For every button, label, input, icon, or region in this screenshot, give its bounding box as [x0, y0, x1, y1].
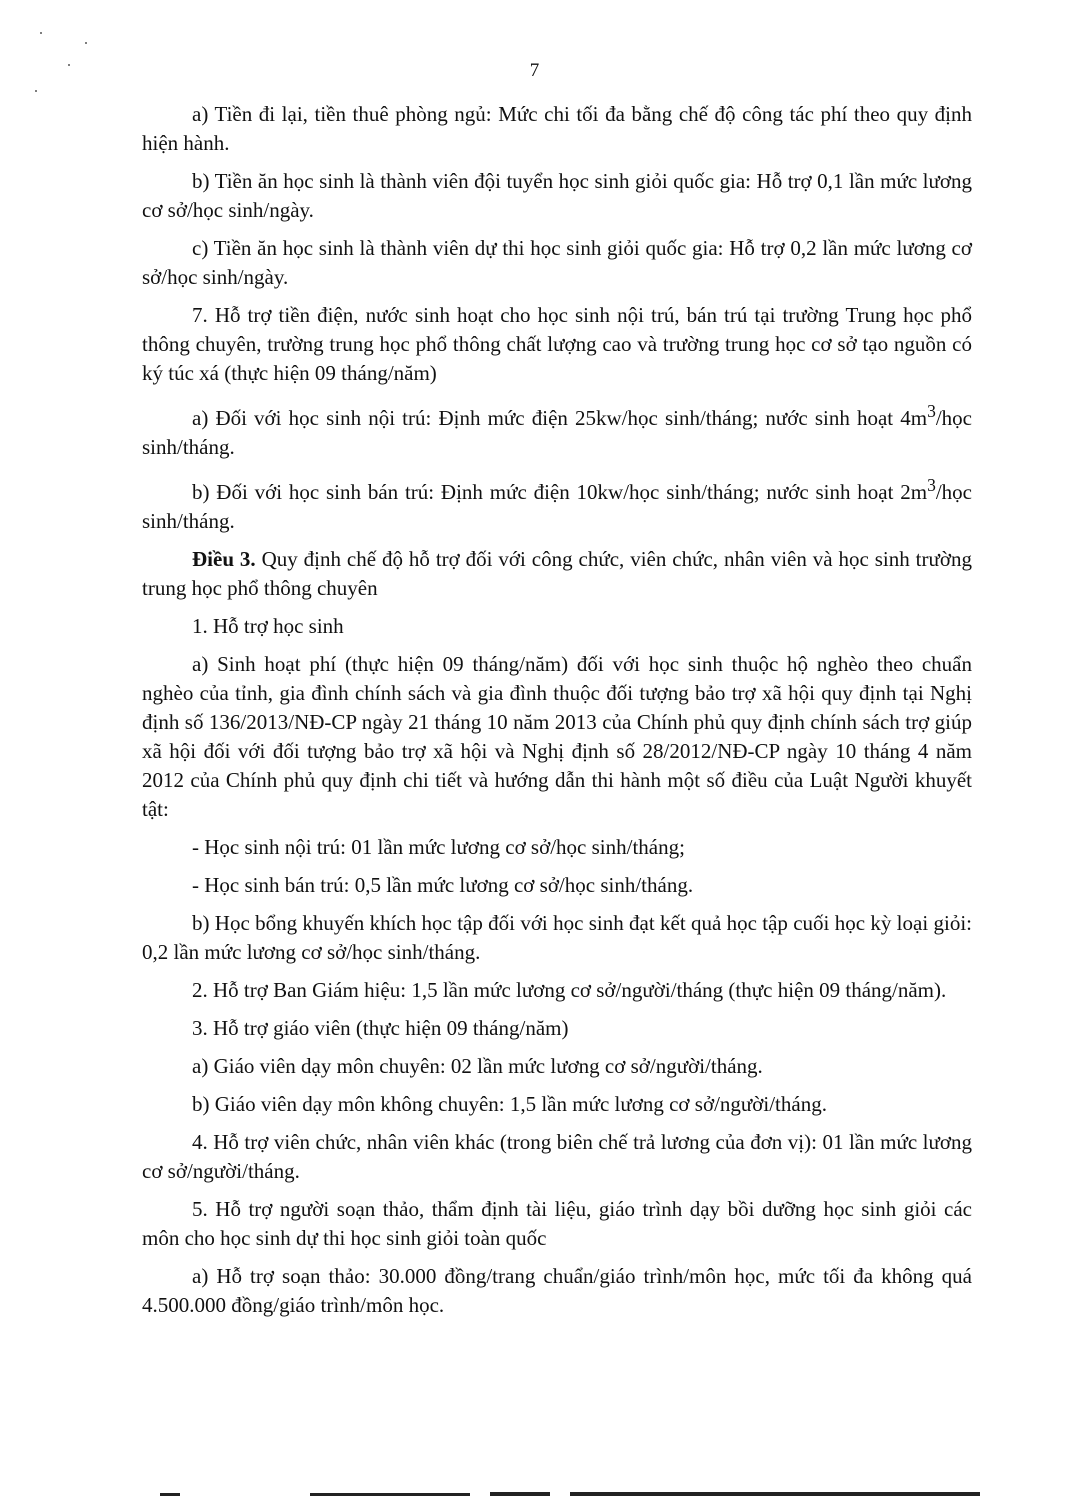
- paragraph: a) Hỗ trợ soạn thảo: 30.000 đồng/trang chuẩn/giáo trình/môn học, mức tối đa không quá 4.500.000 đồng/giáo trình/môn học.: [142, 1264, 972, 1317]
- paragraph: b) Học bổng khuyến khích học tập đối với học sinh đạt kết quả học tập cuối học kỳ loại giỏi: 0,2 lần mức lương cơ sở/học sinh/tháng.: [142, 911, 972, 964]
- water-b-text: b) Đối với học sinh bán trú: Định mức điện 10kw/học sinh/tháng; nước sinh hoạt 2m: [192, 480, 928, 504]
- bullet-item: - Học sinh bán trú: 0,5 lần mức lương cơ sở/học sinh/tháng.: [192, 873, 694, 897]
- paragraph: 5. Hỗ trợ người soạn thảo, thẩm định tài liệu, giáo trình dạy bồi dưỡng học sinh giỏi các môn cho học sinh dự thi học sinh giỏi toàn quốc: [142, 1197, 972, 1250]
- bottom-scan-artifact: [160, 1490, 980, 1496]
- paragraph-water-semi-boarding: [142, 471, 972, 536]
- paragraph: a) Sinh hoạt phí (thực hiện 09 tháng/năm) đối với học sinh thuộc hộ nghèo theo chuẩn nghèo của tỉnh, gia đình chính sách và gia đình thuộc đối tượng bảo trợ xã hội quy định tại Nghị định số 136/2013/NĐ-CP ngày 21 tháng 10 năm 2013 của Chính phủ quy định chính sách trợ giúp xã hội đối với đối tượng bảo trợ xã hội và Nghị định số 28/2012/NĐ-CP ngày 10 tháng 4 năm 2012 của Chính phủ quy định chi tiết và hướng dẫn thi hành một số điều của Luật Người khuyết tật:: [142, 652, 972, 821]
- paragraph: 2. Hỗ trợ Ban Giám hiệu: 1,5 lần mức lương cơ sở/người/tháng (thực hiện 09 tháng/năm).: [192, 978, 947, 1002]
- bullet-item: - Học sinh nội trú: 01 lần mức lương cơ sở/học sinh/tháng;: [192, 835, 685, 859]
- water-a-text: a) Đối với học sinh nội trú: Định mức điện 25kw/học sinh/tháng; nước sinh hoạt 4m: [192, 406, 928, 430]
- paragraph: a) Giáo viên dạy môn chuyên: 02 lần mức lương cơ sở/người/tháng.: [192, 1054, 763, 1078]
- scan-speck: [85, 42, 87, 44]
- paragraph: b) Tiền ăn học sinh là thành viên đội tuyển học sinh giỏi quốc gia: Hỗ trợ 0,1 lần mức lương cơ sở/học sinh/ngày.: [142, 169, 972, 222]
- scan-speck: [35, 90, 37, 92]
- paragraph-water-boarding: [142, 397, 972, 462]
- paragraph: 1. Hỗ trợ học sinh: [192, 614, 344, 638]
- paragraph: 4. Hỗ trợ viên chức, nhân viên khác (trong biên chế trả lương của đơn vị): 01 lần mức lương cơ sở/người/tháng.: [142, 1130, 972, 1183]
- water-a-unit: /học sinh/tháng.: [142, 406, 972, 459]
- scan-speck: [40, 32, 42, 34]
- paragraph: c) Tiền ăn học sinh là thành viên dự thi học sinh giỏi quốc gia: Hỗ trợ 0,2 lần mức lương cơ sở/học sinh/ngày.: [142, 236, 972, 289]
- paragraph: b) Giáo viên dạy môn không chuyên: 1,5 lần mức lương cơ sở/người/tháng.: [192, 1092, 827, 1116]
- article-heading: [142, 545, 972, 603]
- paragraph: a) Tiền đi lại, tiền thuê phòng ngủ: Mức chi tối đa bằng chế độ công tác phí theo quy định hiện hành.: [142, 102, 972, 155]
- paragraph: 3. Hỗ trợ giáo viên (thực hiện 09 tháng/năm): [192, 1016, 569, 1040]
- article-label: Điều 3.: [192, 547, 256, 571]
- page-number: 7: [529, 60, 540, 81]
- water-b-unit: /học sinh/tháng.: [142, 480, 972, 533]
- superscript: 3: [927, 475, 936, 495]
- superscript: 3: [927, 401, 936, 421]
- document-body: [142, 100, 972, 1329]
- article-title: Quy định chế độ hỗ trợ đối với công chức, viên chức, nhân viên và học sinh trường trung học phổ thông chuyên: [142, 547, 973, 600]
- paragraph: 7. Hỗ trợ tiền điện, nước sinh hoạt cho học sinh nội trú, bán trú tại trường Trung học phổ thông chuyên, trường trung học phổ thông chất lượng cao và trường trung học cơ sở tạo nguồn có ký túc xá (thực hiện 09 tháng/năm): [142, 303, 972, 385]
